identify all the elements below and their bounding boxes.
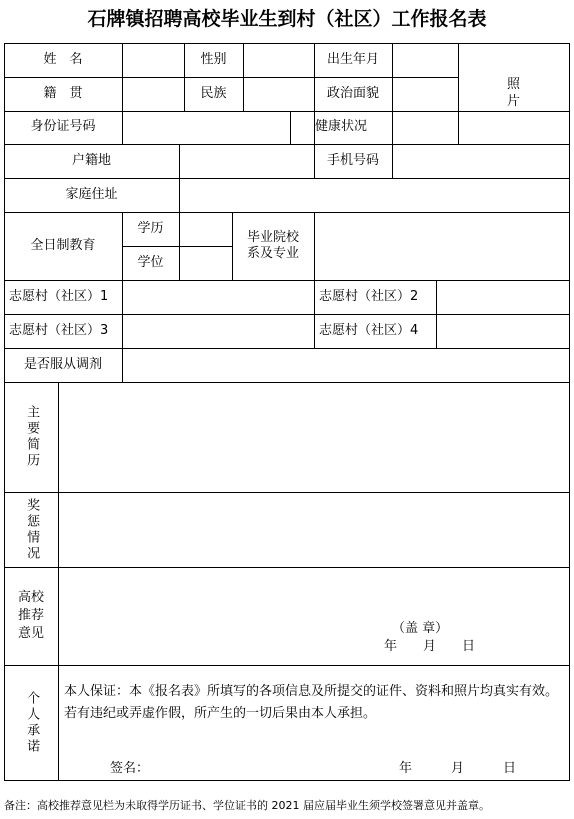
label-political: 政治面貌 xyxy=(326,85,379,101)
label-awards: 奖惩情况 xyxy=(24,497,40,562)
school-date: 年 月 日 xyxy=(384,639,476,654)
label-idnum: 身份证号码 xyxy=(30,119,96,135)
vol4-field[interactable] xyxy=(437,315,569,348)
edu-field[interactable] xyxy=(180,213,232,246)
label-vol3: 志愿村（社区）3 xyxy=(9,322,109,338)
label-native: 籍 贯 xyxy=(43,85,83,101)
school-opinion-label-cell xyxy=(4,567,58,665)
gender-field[interactable] xyxy=(244,44,314,77)
phone-field[interactable] xyxy=(393,145,569,178)
footnote: 备注：高校推荐意见栏为未取得学历证书、学位证书的 2021 届应届毕业生须学校签署意见并盖章。 xyxy=(4,799,490,812)
vol3-field[interactable] xyxy=(123,315,314,348)
label-address: 家庭住址 xyxy=(65,186,118,202)
label-vol4: 志愿村（社区）4 xyxy=(319,322,419,338)
pledge-label-cell xyxy=(4,665,58,780)
political-field[interactable] xyxy=(393,78,458,111)
school-opinion-field[interactable] xyxy=(59,568,569,665)
registration-form xyxy=(4,43,570,781)
hukou-field[interactable] xyxy=(180,145,314,178)
awards-field[interactable] xyxy=(59,493,569,567)
label-health: 健康状况 xyxy=(314,119,367,135)
awards-label-cell xyxy=(4,492,58,567)
label-edu: 学历 xyxy=(137,220,164,236)
label-photo: 照 片 xyxy=(506,77,520,109)
label-vol2: 志愿村（社区）2 xyxy=(319,288,419,304)
idnum-field[interactable] xyxy=(123,112,290,144)
label-pledge: 个人承诺 xyxy=(24,690,40,755)
label-ethnic: 民族 xyxy=(200,85,227,101)
label-name: 姓 名 xyxy=(43,51,83,67)
label-birth: 出生年月 xyxy=(326,51,379,67)
photo-area[interactable] xyxy=(458,43,569,144)
degree-field[interactable] xyxy=(180,247,232,280)
pledge-text: 本人保证：本《报名表》所填写的各项信息及所提交的证件、资料和照片均真实有效。若有违纪或弄虚作假，所产生的一切后果由本人承担。 xyxy=(64,684,559,721)
label-phone: 手机号码 xyxy=(326,152,379,168)
resume-label-cell xyxy=(4,382,58,492)
label-adjust: 是否服从调剂 xyxy=(23,356,102,372)
adjust-field[interactable] xyxy=(123,349,569,382)
label-fulltime: 全日制教育 xyxy=(30,237,96,253)
vol1-field[interactable] xyxy=(123,281,314,314)
label-school-opinion: 高校推荐意见 xyxy=(17,590,44,641)
ethnic-field[interactable] xyxy=(244,78,314,111)
label-gender: 性别 xyxy=(200,51,227,67)
label-resume: 主要简历 xyxy=(24,405,40,469)
sign-date: 年 月 日 xyxy=(399,761,517,776)
health-field[interactable] xyxy=(393,112,458,144)
address-field[interactable] xyxy=(180,179,569,212)
label-school: 毕业院校 系及专业 xyxy=(246,229,299,261)
birth-field[interactable] xyxy=(393,44,458,77)
vol2-field[interactable] xyxy=(437,281,569,314)
school-stamp: （盖 章） xyxy=(392,621,449,636)
form-title: 石牌镇招聘高校毕业生到村（社区）工作报名表 xyxy=(87,8,487,30)
native-field[interactable] xyxy=(123,78,184,111)
label-hukou: 户籍地 xyxy=(71,152,111,168)
school-field[interactable] xyxy=(315,213,569,280)
label-vol1: 志愿村（社区）1 xyxy=(9,288,109,304)
name-field[interactable] xyxy=(123,44,184,77)
sign-field[interactable] xyxy=(154,751,354,777)
label-degree: 学位 xyxy=(137,254,164,270)
resume-field[interactable] xyxy=(59,383,569,492)
sign-label: 签名： xyxy=(110,761,150,776)
